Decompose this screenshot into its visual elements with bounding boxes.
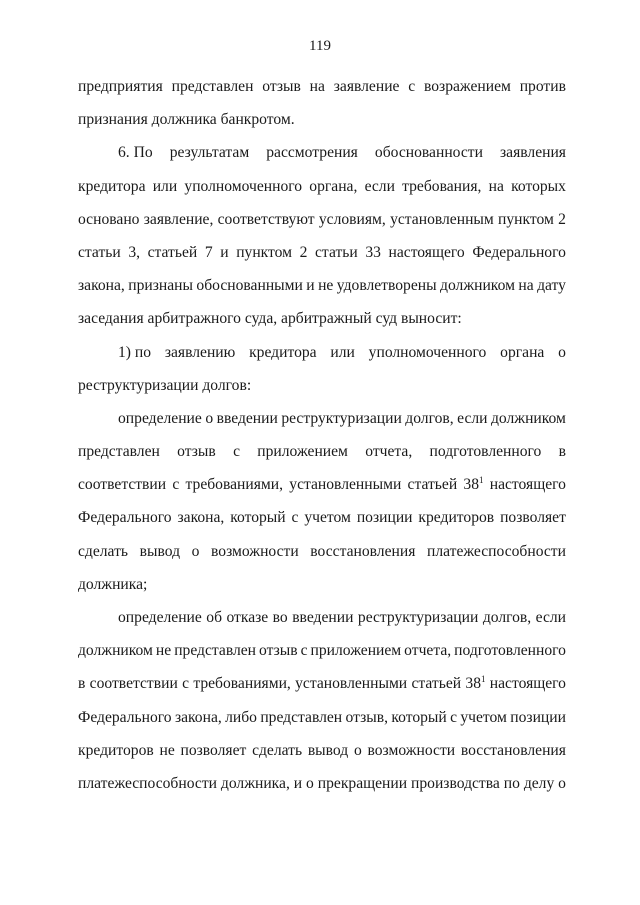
word: о	[306, 774, 314, 792]
text-line	[78, 634, 566, 667]
word: который	[230, 509, 286, 527]
word: заявление,	[143, 210, 214, 228]
word: должником	[440, 277, 515, 295]
word: подготовленного	[454, 642, 566, 660]
word: отчета,	[365, 443, 413, 461]
word: представлен	[174, 642, 257, 660]
text-line	[78, 767, 566, 800]
word: установленным	[390, 210, 494, 228]
word: требованиями,	[193, 675, 291, 693]
word: либо	[225, 708, 257, 726]
word: о	[191, 542, 200, 560]
word: на	[309, 78, 325, 95]
text-line	[78, 402, 566, 435]
word: против	[519, 78, 566, 95]
word: с	[408, 78, 416, 95]
word: должника,	[220, 774, 290, 792]
paragraph	[78, 402, 566, 601]
word: с	[233, 443, 240, 461]
word: с	[300, 642, 308, 660]
word: сделать	[252, 741, 303, 759]
word: 7	[204, 243, 213, 261]
word: 3,	[128, 243, 141, 261]
word: соответствуют	[217, 210, 315, 228]
text-line: реструктуризации долгов:	[78, 376, 252, 394]
word: отзыв	[262, 78, 301, 95]
word: возможности	[211, 542, 299, 560]
text-line	[78, 203, 566, 236]
word: о	[558, 343, 566, 361]
word: удовлетворены	[336, 277, 437, 295]
text-line	[78, 701, 566, 734]
word: возражением	[423, 78, 511, 95]
paragraph	[78, 336, 566, 402]
word: платежеспособности	[78, 774, 217, 792]
word: если	[364, 177, 395, 195]
text-line: признания должника банкротом.	[78, 111, 295, 129]
text-line	[78, 336, 566, 369]
word: позиции	[510, 708, 566, 726]
word: закона,	[78, 277, 125, 295]
word: с	[291, 509, 299, 527]
document-body	[78, 70, 566, 800]
word: отзыв,	[345, 708, 389, 726]
paragraph	[78, 601, 566, 800]
word: с	[172, 476, 180, 494]
word: в	[558, 443, 566, 461]
word: представлен	[260, 708, 343, 726]
word: долгов,	[405, 409, 454, 427]
word: соответствии	[89, 675, 178, 693]
text-line: должника;	[78, 575, 148, 593]
word: реструктуризации	[281, 409, 402, 427]
word: Федерального	[472, 243, 566, 261]
word: возможности	[367, 741, 456, 759]
word: дату	[537, 277, 566, 295]
word: статьи	[78, 243, 121, 261]
text-line	[78, 236, 566, 269]
word: не	[318, 277, 334, 295]
word: настоящего	[489, 476, 566, 494]
word: отказе	[226, 609, 269, 626]
text-line: заседания арбитражного суда, арбитражный суд выносит:	[78, 310, 462, 328]
word: определение	[118, 609, 202, 626]
word: установленными	[295, 675, 408, 693]
word: должником	[78, 642, 153, 660]
word: позиции	[356, 509, 413, 527]
word: представлен	[78, 443, 160, 461]
word: долгов,	[482, 609, 532, 626]
word: или	[152, 177, 178, 195]
word: отзыв	[177, 443, 216, 461]
word: с	[182, 675, 190, 693]
word: платежеспособности	[426, 542, 566, 560]
word: или	[330, 343, 355, 361]
word: закона,	[177, 509, 225, 527]
word: обоснованными	[196, 277, 303, 295]
word: производства	[411, 774, 500, 792]
word: кредитора	[78, 177, 146, 195]
text-line	[78, 734, 566, 767]
word: органа,	[309, 177, 358, 195]
word: пунктом	[498, 210, 554, 228]
word: и	[220, 243, 229, 261]
text-line	[78, 170, 566, 203]
word: по	[503, 774, 520, 792]
word: о	[353, 741, 362, 759]
word: которых	[511, 177, 566, 195]
text-line	[78, 70, 566, 103]
word: соответствии	[78, 476, 167, 494]
word: результатам	[169, 144, 250, 162]
text-line	[78, 501, 566, 534]
text-line	[78, 667, 566, 700]
word: учетом	[460, 708, 507, 726]
word: признаны	[128, 277, 193, 295]
word: с	[450, 708, 458, 726]
word: приложением	[310, 642, 402, 660]
word: закона,	[174, 708, 222, 726]
word: во	[272, 609, 288, 626]
word: введении	[292, 609, 354, 626]
word: вывод	[307, 741, 349, 759]
word: представлен	[171, 78, 254, 95]
text-line	[78, 269, 566, 302]
text-line	[78, 535, 566, 568]
word: восстановления	[310, 542, 416, 560]
word: предприятия	[78, 78, 163, 95]
word: введении	[216, 409, 278, 427]
word: который	[391, 708, 447, 726]
word: о	[558, 774, 566, 792]
word: учетом	[304, 509, 351, 527]
word: требования,	[402, 177, 482, 195]
word: об	[206, 609, 223, 626]
text-line	[78, 468, 566, 501]
word: отзыв	[259, 642, 298, 660]
word: восстановления	[460, 741, 566, 759]
word: настоящего	[388, 243, 465, 261]
word: обоснованности	[374, 144, 483, 162]
word: 6. По	[118, 144, 153, 162]
word: настоящего	[489, 675, 566, 693]
word: и	[306, 277, 315, 295]
word: пунктом	[236, 243, 293, 261]
word: кредитора	[249, 343, 317, 361]
word: уполномоченного	[184, 177, 303, 195]
word: не	[159, 741, 175, 759]
word: если	[457, 409, 488, 427]
word: и	[293, 774, 303, 792]
word: Федерального	[78, 708, 172, 726]
text-line	[78, 601, 566, 634]
word: определение	[118, 409, 202, 427]
word: статьей	[147, 243, 198, 261]
word: делу	[523, 774, 555, 792]
word: статьей	[407, 476, 458, 494]
word: органа	[500, 343, 545, 361]
word: о	[205, 409, 214, 427]
word: не	[155, 642, 172, 660]
word: установленными	[289, 476, 402, 494]
word: статьей	[411, 675, 462, 693]
superscript: 1	[480, 674, 486, 685]
word: приложением	[257, 443, 348, 461]
word: $38^1$	[465, 674, 486, 693]
word: заявление	[333, 78, 400, 95]
paragraph	[78, 70, 566, 136]
word: 2	[558, 210, 566, 228]
word: кредиторов	[78, 741, 154, 759]
superscript: 1	[479, 475, 484, 486]
word: заявления	[500, 144, 566, 162]
word: 33	[365, 243, 381, 261]
word: $38^1$	[463, 475, 484, 494]
word: кредиторов	[418, 509, 495, 527]
page-number: 119	[309, 38, 331, 54]
word: позволяет	[180, 741, 247, 759]
word: 1) по	[118, 343, 152, 361]
text-line	[78, 136, 566, 169]
word: отчета,	[404, 642, 452, 660]
word: условиям,	[318, 210, 386, 228]
word: рассмотрения	[266, 144, 358, 162]
word: Федерального	[78, 509, 172, 527]
word: основано	[78, 210, 140, 228]
word: подготовленного	[429, 443, 542, 461]
word: должником	[490, 409, 566, 427]
word: статьи	[315, 243, 358, 261]
word: в	[78, 675, 86, 693]
paragraph	[78, 136, 566, 335]
text-line	[78, 435, 566, 468]
word: на	[518, 277, 534, 295]
word: заявлению	[164, 343, 236, 361]
word: 2	[299, 243, 308, 261]
word: уполномоченного	[368, 343, 487, 361]
word: если	[535, 609, 566, 626]
word: прекращении	[317, 774, 408, 792]
word: реструктуризации	[357, 609, 479, 626]
word: сделать	[78, 542, 129, 560]
word: позволяет	[500, 509, 566, 527]
word: на	[488, 177, 504, 195]
word: вывод	[139, 542, 181, 560]
word: требованиями,	[185, 476, 284, 494]
